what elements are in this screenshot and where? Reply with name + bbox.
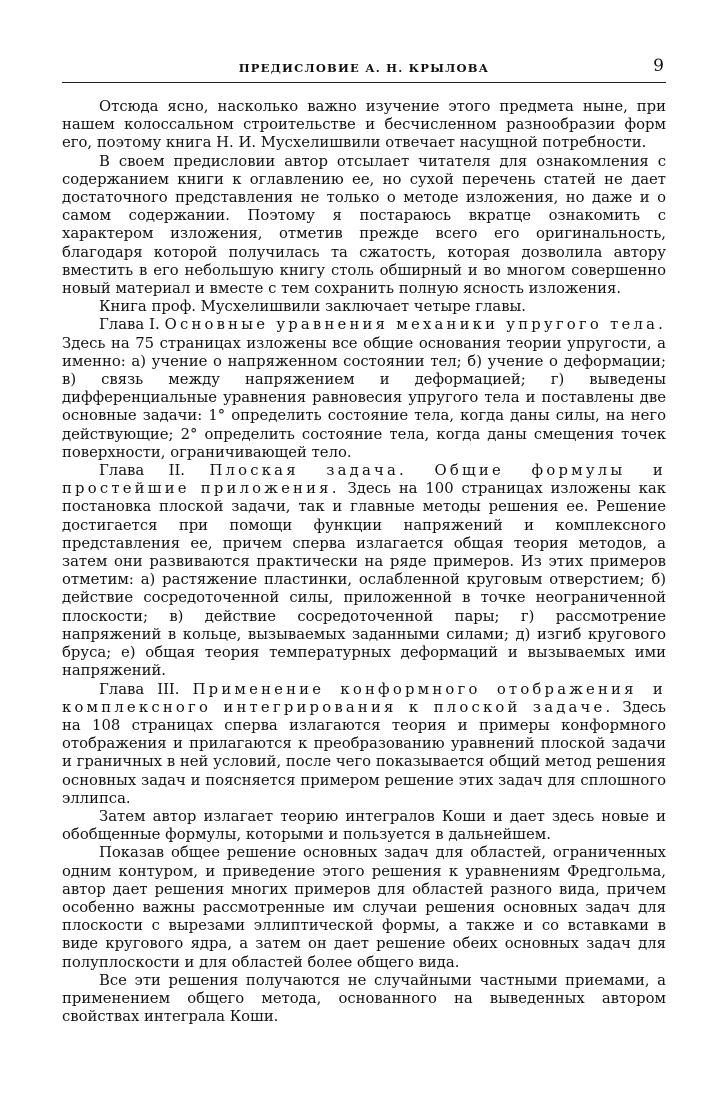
paragraph-1: Отсюда ясно, насколько важно изучение этого предмета ныне, при нашем колоссальном строительстве и бесчисленном разнообразии форм его, поэтому книга Н. И. Мусхелишвили отвечает насущной потребности.: [62, 98, 666, 152]
chapter-1-lead: Глава I.: [99, 316, 160, 334]
chapter-1-title: Основные уравнения механики упругого тела.: [164, 316, 666, 334]
paragraph-2: В своем предисловии автор отсылает читателя для ознакомления с содержанием книги к оглавлению ее, но сухой перечень статей не дает достаточного представления не только о методе изложения, но даже и о самом содержании. Поэтому я постараюсь вкратце ознакомить с характером изложения, отметив прежде всего его оригинальность, благодаря которой получилась та сжатость, которая дозволила автору вместить в его небольшую книгу столь обширный и во многом совершенно новый материал и вместе с тем сохранить полную ясность изложения.: [62, 152, 666, 298]
chapter-3-title: Применение конформного отображения и комплексного интегрирования к плоской задаче.: [62, 680, 666, 716]
chapter-3-lead: Глава III.: [99, 680, 180, 698]
chapter-2-text: Здесь на 100 страницах изложены как постановка плоской задачи, так и главные методы решения ее. Решение достигается при помощи функции напряжений и комплексного представления ее, причем сперва излагается общая теория методов, а затем они развиваются практически на ряде примеров. Из этих примеров отметим: а) растяжение пластинки, ослабленной круговым отверстием; б) действие сосредоточенной силы, приложенной в точке неограниченной плоскости; в) действие сосредоточенной пары; г) рассмотрение напряжений в кольце, вызываемых заданными силами; д) изгиб кругового бруса; е) общая теория температурных деформаций и вызываемых ими напряжений.: [62, 480, 666, 680]
paragraph-chapter-1: [62, 316, 666, 462]
running-title: ПРЕДИСЛОВИЕ А. Н. КРЫЛОВА: [238, 61, 490, 75]
chapter-1-text: Здесь на 75 страницах изложены все общие основания теории упругости, а именно: а) учение о напряженном состоянии тел; б) учение о деформации; в) связь между напряжением и деформацией; г) выведены дифференциальные уравнения равновесия упругого тела и поставлены две основные задачи: 1° определить состояние тела, когда даны силы, на него действующие; 2° определить состояние тела, когда даны смещения точек поверхности, ограничивающей тело.: [62, 334, 666, 461]
paragraph-9: Все эти решения получаются не случайными частными приемами, а применением общего метода, основанного на выведенных автором свойствах интеграла Коши.: [62, 971, 666, 1026]
chapter-2-lead: Глава II.: [99, 462, 185, 480]
paragraph-chapter-3: [62, 681, 666, 808]
paragraph-3: Книга проф. Мусхелишвили заключает четыре главы.: [99, 298, 526, 316]
chapter-3-text: Здесь на 108 страницах сперва излагаются теория и примеры конформного отображения и прилагаются к преобразованию уравнений плоской задачи и граничных в ней условий, после чего показывается общий метод решения основных задач и поясняется примером решение этих задач для сплошного эллипса.: [62, 698, 666, 807]
page-header: [62, 58, 666, 83]
chapter-2-title: Плоская задача. Общие формулы и простейшие приложения.: [62, 462, 666, 498]
paragraph-7: Затем автор излагает теорию интегралов Коши и дает здесь новые и обобщенные формулы, которыми и пользуется в дальнейшем.: [62, 807, 666, 844]
page-number: 9: [653, 56, 664, 76]
paragraph-8: Показав общее решение основных задач для областей, ограниченных одним контуром, и приведение этого решения к уравнениям Фредгольма, автор дает решения многих примеров для областей разного вида, причем особенно важны рассмотренные им случаи решения основных задач для плоскости с вырезами эллиптической формы, а также и со вставками в виде кругового ядра, а затем он дает решение обеих основных задач для полуплоскости и для областей более общего вида.: [62, 844, 666, 971]
paragraph-chapter-2: [62, 462, 666, 680]
body-text: [62, 98, 666, 1026]
